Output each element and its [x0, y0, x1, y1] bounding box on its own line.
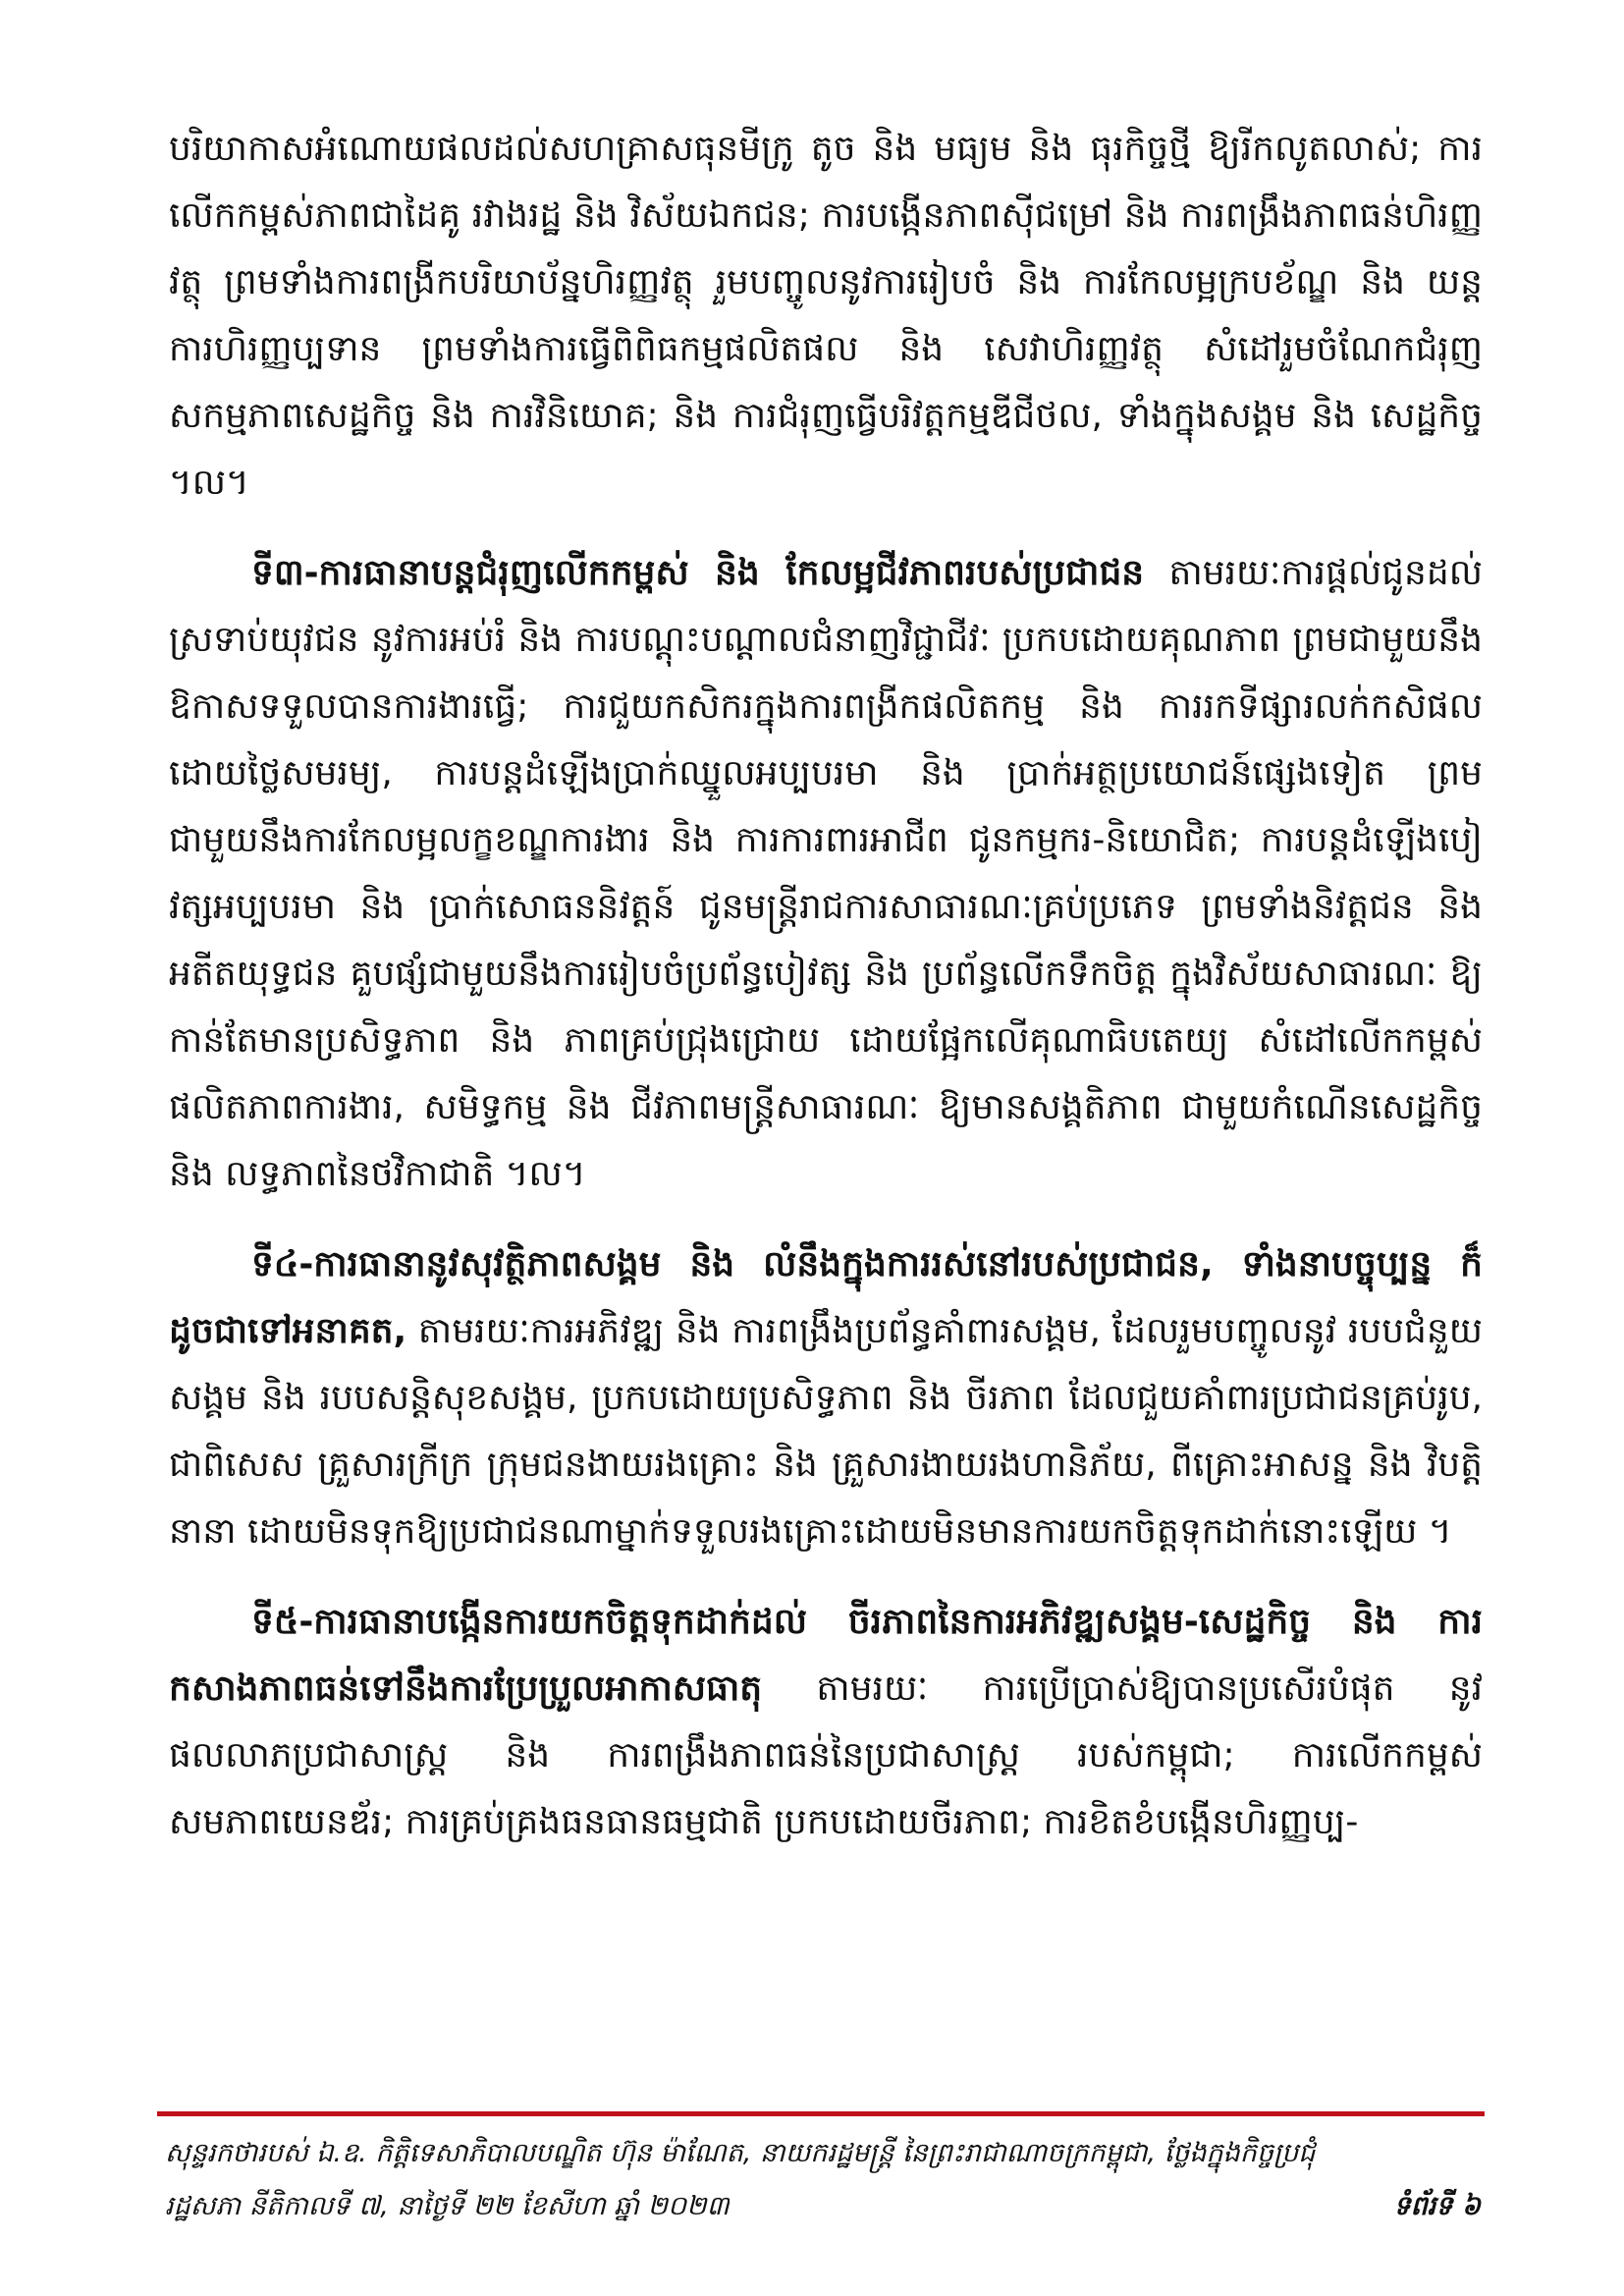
paragraph-3-heading: ទី៤-ការធានានូវសុវត្ថិភាពសង្គម និង លំនឹងក្នុងការរស់នៅរបស់ប្រជាជន, ទាំងនាបច្ចុប្បន្ន ក៏ដូចជាទៅអនាគត, [169, 1244, 1483, 1351]
footer-row [165, 2180, 1481, 2233]
page-footer [165, 2127, 1481, 2233]
body-text [169, 116, 1483, 1880]
footer-caption-line-1: សុន្ទរកថារបស់ ឯ.ឧ. កិត្តិទេសាភិបាលបណ្ឌិត ហ៊ុន ម៉ាណែត, នាយករដ្ឋមន្ត្រី នៃព្រះរាជាណាចក្រកម្ពុជា, ថ្លែងក្នុងកិច្ចប្រជុំ [165, 2138, 1316, 2168]
paragraph-3 [169, 1231, 1483, 1565]
paragraph-4 [169, 1589, 1483, 1856]
paragraph-4-text: តាមរយៈ ការប្រើប្រាស់ឱ្យបានប្រសើរបំផុត នូវ ផលលាភប្រជាសាស្ត្រ និង ការពង្រឹងភាពធន់នៃប្រជាសាស្ត្រ របស់កម្ពុជា; ការលើកកម្ពស់សមភាពយេនឌ័រ; ការគ្រប់គ្រងធនធានធម្មជាតិ ប្រកបដោយចីរភាព; ការខិតខំបង្កើនហិរញ្ញប្ប- [169, 1668, 1483, 1842]
paragraph-2-heading: ទី៣-ការធានាបន្តជំរុញលើកកម្ពស់ និង កែលម្អជីវភាពរបស់ប្រជាជន [251, 553, 1145, 593]
paragraph-2-text: តាមរយៈការផ្ដល់ជូនដល់ស្រទាប់យុវជន នូវការអប់រំ និង ការបណ្ដុះបណ្ដាលជំនាញវិជ្ជាជីវៈ ប្រកបដោយគុណភាព ព្រមជាមួយនឹងឱកាសទទួលបានការងារធ្វើ; ការជួយកសិករក្នុងការពង្រីកផលិតកម្ម និង ការរកទីផ្សារលក់កសិផល ដោយថ្លៃសមរម្យ, ការបន្តដំឡើងប្រាក់ឈ្នួលអប្បបរមា និង ប្រាក់អត្ថប្រយោជន៍ផ្សេងទៀត ព្រមជាមួយនឹងការកែលម្អលក្ខខណ្ឌការងារ និង ការការពារអាជីព ជូនកម្មករ-និយោជិត; ការបន្តដំឡើងបៀវត្សអប្បបរមា និង ប្រាក់សោធននិវត្តន៍ ជូនមន្ត្រីរាជការសាធារណៈគ្រប់ប្រភេទ ព្រមទាំងនិវត្តជន និង អតីតយុទ្ធជន គួបផ្សំជាមួយនឹងការរៀបចំប្រព័ន្ធបៀវត្ស និង ប្រព័ន្ធលើកទឹកចិត្ត ក្នុងវិស័យសាធារណៈ ឱ្យកាន់តែមានប្រសិទ្ធភាព និង ភាពគ្រប់ជ្រុងជ្រោយ ដោយផ្អែកលើគុណាធិបតេយ្យ សំដៅលើកកម្ពស់ផលិតភាពការងារ, សមិទ្ធកម្ម និង ជីវភាពមន្ត្រីសាធារណៈ ឱ្យមានសង្គតិភាព ជាមួយកំណើនសេដ្ឋកិច្ច និង លទ្ធភាពនៃថវិកាជាតិ ។ល។ [169, 553, 1483, 1194]
footer-divider [157, 2111, 1485, 2116]
paragraph-2 [169, 540, 1483, 1208]
page-number: ទំព័រទី ៦ [1393, 2191, 1481, 2221]
paragraph-1 [169, 116, 1483, 517]
paragraph-1-text: បរិយាកាសអំណោយផលដល់សហគ្រាសធុនមីក្រូ តូច និង មធ្យម និង ធុរកិច្ចថ្មី ឱ្យរីកលូតលាស់; ការលើកកម្ពស់ភាពជាដៃគូ រវាងរដ្ឋ និង វិស័យឯកជន; ការបង្កើនភាពស៊ីជម្រៅ និង ការពង្រឹងភាពធន់ហិរញ្ញវត្ថុ ព្រមទាំងការពង្រីកបរិយាប័ន្នហិរញ្ញវត្ថុ រួមបញ្ចូលនូវការរៀបចំ និង ការកែលម្អក្របខ័ណ្ឌ និង យន្តការហិរញ្ញប្បទាន ព្រមទាំងការធ្វើពិពិធកម្មផលិតផល និង សេវាហិរញ្ញវត្ថុ សំដៅរួមចំណែកជំរុញសកម្មភាពសេដ្ឋកិច្ច និង ការវិនិយោគ; និង ការជំរុញធ្វើបរិវត្តកម្មឌីជីថល, ទាំងក្នុងសង្គម និង សេដ្ឋកិច្ច ។ល។ [169, 129, 1483, 503]
paragraph-4-heading: ទី៥-ការធានាបង្កើនការយកចិត្តទុកដាក់ដល់ ចីរភាពនៃការអភិវឌ្ឍសង្គម-សេដ្ឋកិច្ច និង ការកសាងភាពធន់ទៅនឹងការប្រែប្រួលអាកាសធាតុ [169, 1602, 1483, 1709]
paragraph-3-text: តាមរយៈការអភិវឌ្ឍ និង ការពង្រឹងប្រព័ន្ធគាំពារសង្គម, ដែលរួមបញ្ចូលនូវ របបជំនួយសង្គម និង របបសន្តិសុខសង្គម, ប្រកបដោយប្រសិទ្ធភាព និង ចីរភាព ដែលជួយគាំពារប្រជាជនគ្រប់រូប, ជាពិសេស គ្រួសារក្រីក្រ ក្រុមជនងាយរងគ្រោះ និង គ្រួសារងាយរងហានិភ័យ, ពីគ្រោះអាសន្ន និង វិបត្តិនានា ដោយមិនទុកឱ្យប្រជាជនណាម្នាក់ទទួលរងគ្រោះដោយមិនមានការយកចិត្តទុកដាក់នោះឡើយ ។ [169, 1311, 1483, 1552]
footer-caption-line-2: រដ្ឋសភា នីតិកាលទី ៧, នាថ្ងៃទី ២២ ខែសីហា ឆ្នាំ ២០២៣ [165, 2191, 730, 2221]
